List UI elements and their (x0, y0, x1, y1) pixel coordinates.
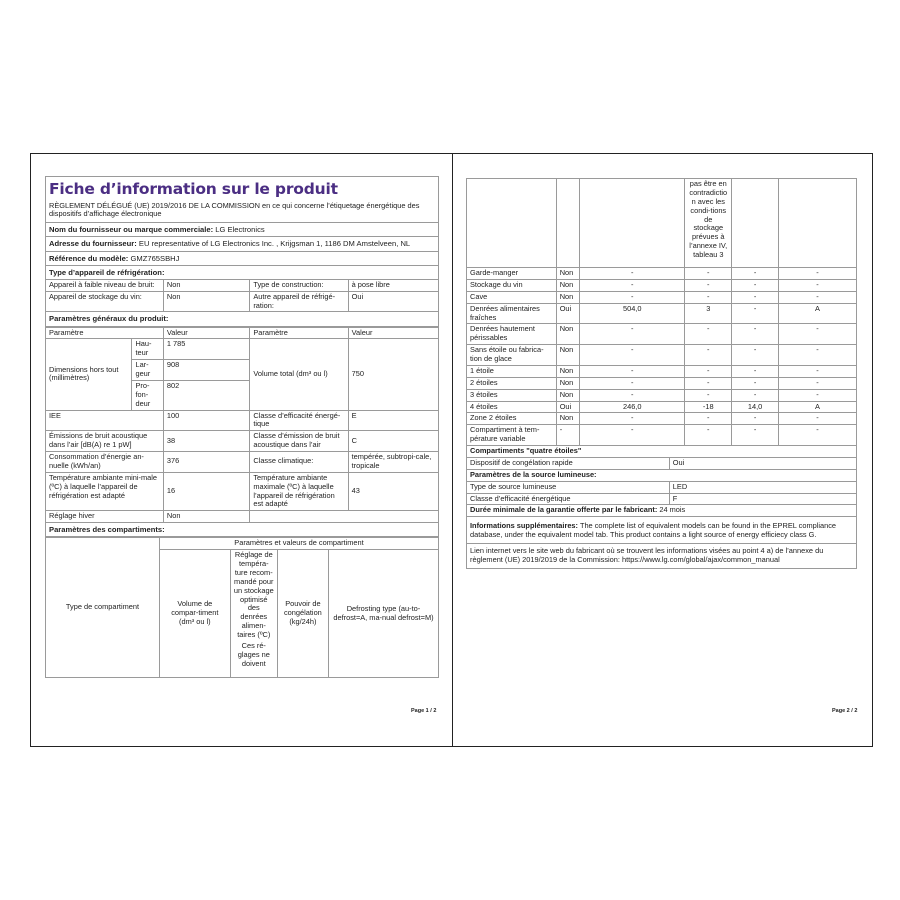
table-row (46, 291, 439, 312)
table-row (46, 431, 439, 452)
noise-value: 38 (163, 431, 249, 452)
climate-value: tempérée, subtropi-cale, tropicale (348, 452, 438, 473)
dims-label: Dimensions hors tout (millimètres) (46, 339, 132, 410)
low-noise-value: Non (163, 279, 249, 291)
compartment-present: Non (556, 268, 579, 280)
appliance-type-table (45, 279, 439, 313)
comp-defrost-header: Defrosting type (au-to-defrost=A, ma-nual defrost=M) (328, 550, 438, 678)
compartment-freeze: - (732, 345, 779, 366)
additional-label: Informations supplémentaires: (470, 521, 579, 531)
noise-class-value: C (348, 431, 438, 452)
compartment-present: - (556, 425, 579, 446)
compartment-defrost: - (778, 377, 856, 389)
empty-cell (556, 179, 579, 268)
fast-freeze-label: Dispositif de congélation rapide (467, 457, 670, 469)
table-row (467, 279, 857, 291)
compartment-freeze: - (732, 291, 779, 303)
light-class-value: F (669, 493, 856, 505)
compartment-present: Non (556, 413, 579, 425)
compartment-name: Denrées alimentaires fraîches (467, 303, 557, 324)
light-type-label: Type de source lumineuse (467, 481, 670, 493)
iee-value: 100 (163, 410, 249, 431)
compartment-defrost: - (778, 413, 856, 425)
additional-value: The complete list of equivalent models can be found in the EPREL compliance database, under the equivalent model tab. This product contains a light source of energy efficiecy class G. (470, 521, 837, 540)
compartment-setting: - (685, 324, 732, 345)
address-label: Adresse du fournisseur: (49, 239, 137, 249)
col-param: Paramètre (46, 327, 164, 339)
max-temp-value: 43 (348, 472, 438, 511)
compartment-setting: 3 (685, 303, 732, 324)
compartment-volume: - (580, 324, 685, 345)
page-number-2: Page 2 / 2 (832, 708, 858, 714)
compartment-volume: - (580, 389, 685, 401)
noise-class-label: Classe d’émission de bruit acoustique dans l’air (250, 431, 348, 452)
compartment-name: Cave (467, 291, 557, 303)
table-row (46, 339, 439, 360)
depth-label: Pro-fon-deur (132, 380, 163, 410)
width-label: Lar-geur (132, 360, 163, 381)
compartment-present: Oui (556, 401, 579, 413)
compartment-defrost: - (778, 389, 856, 401)
table-row (467, 389, 857, 401)
comp-setting-note: Ces ré-glages ne doivent (237, 640, 270, 668)
fast-freeze-value: Oui (669, 457, 856, 469)
table-row (467, 544, 857, 569)
comp-setting-header: Réglage de tempéra-ture recom-mandé pour un stockage optimisé des denrées alimen-taires (ºC) (233, 550, 274, 639)
compartment-defrost: - (778, 425, 856, 446)
compartment-name: 4 étoiles (467, 401, 557, 413)
min-temp-label: Température ambiante mini-male (ºC) à laquelle l’appareil de réfrigération est adapté (46, 472, 164, 511)
table-row (46, 538, 439, 550)
col-value2: Valeur (348, 327, 438, 339)
table-row (46, 511, 439, 523)
regulation-intro: RÈGLEMENT DÉLÉGUÉ (UE) 2019/2016 DE LA COMMISSION en ce qui concerne l’étiquetage énergétique des dispositifs d’affichage électronique (49, 200, 420, 219)
height-label: Hau-teur (132, 339, 163, 360)
compartment-name: Sans étoile ou fabrica-tion de glace (467, 345, 557, 366)
website-text: Lien internet vers le site web du fabricant où se trouvent les informations visées au point 4 a) de l’annexe du règlement (UE) 2019/2019 de la Commission: (470, 546, 824, 564)
compartment-freeze: - (732, 268, 779, 280)
comp-setting-cell (230, 550, 277, 678)
table-row (467, 481, 857, 493)
col-value: Valeur (163, 327, 249, 339)
table-row (467, 179, 857, 268)
comp-volume-header: Volume de compar-timent (dm³ ou l) (159, 550, 230, 678)
col-param2: Paramètre (250, 327, 348, 339)
compartment-present: Non (556, 365, 579, 377)
compartment-setting: -18 (685, 401, 732, 413)
light-type-value: LED (669, 481, 856, 493)
low-noise-label: Appareil à faible niveau de bruit: (46, 279, 164, 291)
address-value: EU representative of LG Electronics Inc. , Krijgsman 1, 1186 DM Amstelveen, NL (138, 239, 411, 249)
compartment-defrost: A (778, 303, 856, 324)
compartment-setting: - (685, 389, 732, 401)
compartment-volume: 246,0 (580, 401, 685, 413)
compartment-volume: - (580, 377, 685, 389)
table-row (467, 401, 857, 413)
compartment-freeze: - (732, 425, 779, 446)
empty-cell (732, 179, 779, 268)
winter-label: Réglage hiver (46, 511, 164, 523)
compartment-defrost: - (778, 268, 856, 280)
table-row (467, 457, 857, 469)
compartment-defrost: - (778, 365, 856, 377)
table-row (467, 365, 857, 377)
warranty-row (467, 505, 857, 517)
model-value: GMZ765SBHJ (130, 253, 180, 263)
efficiency-value: E (348, 410, 438, 431)
compartment-present: Non (556, 377, 579, 389)
empty-cell (467, 179, 557, 268)
table-row (467, 493, 857, 505)
compartment-setting: - (685, 345, 732, 366)
compartment-setting: - (685, 291, 732, 303)
page-1 (45, 176, 439, 678)
table-row (467, 291, 857, 303)
compartment-volume: - (580, 413, 685, 425)
compartment-volume: - (580, 365, 685, 377)
construction-value: à pose libre (348, 279, 438, 291)
appliance-type-header: Type d’appareil de réfrigération: (46, 265, 438, 279)
empty-cell (250, 511, 439, 523)
table-row (467, 377, 857, 389)
volume-label: Volume total (dm³ ou l) (250, 339, 348, 410)
compartment-present: Non (556, 345, 579, 366)
compartment-name: Denrées hautement périssables (467, 324, 557, 345)
comp-type-header: Type de compartiment (46, 538, 160, 678)
compartment-volume: - (580, 425, 685, 446)
width-value: 908 (163, 360, 249, 381)
table-row (467, 413, 857, 425)
max-temp-label: Température ambiante maximale (ºC) à laquelle l’appareil de réfrigération est adapté (250, 472, 348, 511)
table-row (46, 410, 439, 431)
construction-label: Type de construction: (250, 279, 348, 291)
compartment-defrost: - (778, 279, 856, 291)
compartment-name: Compartiment à tem-pérature variable (467, 425, 557, 446)
empty-cell (580, 179, 685, 268)
compartment-freeze: - (732, 413, 779, 425)
wine-label: Appareil de stockage du vin: (46, 291, 164, 312)
compartment-defrost: - (778, 291, 856, 303)
table-row (46, 452, 439, 473)
other-value: Oui (348, 291, 438, 312)
compartment-freeze: - (732, 365, 779, 377)
warranty-value: 24 mois (659, 505, 686, 515)
compartment-freeze: - (732, 377, 779, 389)
noise-label: Émissions de bruit acoustique dans l’air [dB(A) re 1 pW] (46, 431, 164, 452)
compartment-setting: - (685, 425, 732, 446)
empty-cell (778, 179, 856, 268)
light-table (466, 445, 857, 569)
table-row (467, 517, 857, 544)
compartment-name: Stockage du vin (467, 279, 557, 291)
table-row (467, 469, 857, 481)
website-info (467, 544, 857, 569)
compartment-setting: - (685, 413, 732, 425)
compartment-volume: 504,0 (580, 303, 685, 324)
table-header-row (46, 327, 439, 339)
compartment-present: Non (556, 279, 579, 291)
warranty-label: Durée minimale de la garantie offerte par le fabricant: (470, 505, 658, 515)
consumption-value: 376 (163, 452, 249, 473)
page-divider (452, 153, 453, 747)
compartment-freeze: 14,0 (732, 401, 779, 413)
website-url[interactable]: https://www.lg.com/global/ajax/common_manual (622, 554, 780, 564)
volume-value: 750 (348, 339, 438, 410)
min-temp-value: 16 (163, 472, 249, 511)
climate-label: Classe climatique: (250, 452, 348, 473)
compartments-header: Paramètres des compartiments: (45, 523, 439, 537)
efficiency-label: Classe d’efficacité énergé-tique (250, 410, 348, 431)
compartment-present: Non (556, 291, 579, 303)
model-label: Référence du modèle: (49, 253, 129, 263)
compartment-present: Non (556, 389, 579, 401)
page-2 (466, 178, 857, 569)
general-params-header: Paramètres généraux du produit: (45, 312, 439, 326)
compartment-freeze: - (732, 389, 779, 401)
other-label: Autre appareil de réfrigé-ration: (250, 291, 348, 312)
compartment-setting: - (685, 268, 732, 280)
table-row (46, 472, 439, 511)
table-row (46, 279, 439, 291)
compartment-freeze: - (732, 279, 779, 291)
page-title: Fiche d’information sur le produit (49, 180, 338, 198)
winter-value: Non (163, 511, 249, 523)
compartment-volume: - (580, 291, 685, 303)
compartment-defrost: - (778, 345, 856, 366)
wine-value: Non (163, 291, 249, 312)
height-value: 1 785 (163, 339, 249, 360)
compartment-name: 2 étoiles (467, 377, 557, 389)
compartment-name: Zone 2 étoiles (467, 413, 557, 425)
compartment-defrost: - (778, 324, 856, 345)
table-row (467, 345, 857, 366)
depth-value: 802 (163, 380, 249, 410)
compartment-volume: - (580, 279, 685, 291)
compartment-freeze: - (732, 324, 779, 345)
compartment-setting: - (685, 377, 732, 389)
compartments-table (466, 178, 857, 446)
compartment-name: 3 étoiles (467, 389, 557, 401)
compartment-setting: - (685, 365, 732, 377)
supplier-label: Nom du fournisseur ou marque commerciale: (49, 225, 214, 235)
address-row (46, 236, 438, 250)
page-number-1: Page 1 / 2 (411, 708, 437, 714)
comp-params-header: Paramètres et valeurs de compartiment (159, 538, 438, 550)
table-row (467, 324, 857, 345)
compartment-name: 1 étoile (467, 365, 557, 377)
consumption-label: Consommation d’énergie an-nuelle (kWh/an) (46, 452, 164, 473)
table-row (467, 268, 857, 280)
compartments-header-table (45, 537, 439, 678)
compartment-freeze: - (732, 303, 779, 324)
supplier-row (46, 222, 438, 236)
light-class-label: Classe d’efficacité énergétique (467, 493, 670, 505)
supplier-value: LG Electronics (215, 225, 265, 235)
table-row (467, 505, 857, 517)
four-star-header: Compartiments "quatre étoiles" (467, 446, 857, 458)
continued-note: pas être en contradiction avec les condi-tions de stockage prévues à l’annexe IV, tableau 3 (685, 179, 732, 268)
compartment-present: Oui (556, 303, 579, 324)
table-row (467, 303, 857, 324)
compartment-setting: - (685, 279, 732, 291)
comp-freeze-header: Pouvoir de congélation (kg/24h) (277, 550, 328, 678)
compartment-volume: - (580, 345, 685, 366)
compartment-name: Garde-manger (467, 268, 557, 280)
model-row (46, 251, 438, 265)
table-row (467, 446, 857, 458)
light-header: Paramètres de la source lumineuse: (467, 469, 857, 481)
iee-label: IEE (46, 410, 164, 431)
compartment-volume: - (580, 268, 685, 280)
additional-info (467, 517, 857, 544)
product-info-box (45, 176, 439, 280)
compartment-defrost: A (778, 401, 856, 413)
compartment-present: Non (556, 324, 579, 345)
general-params-table (45, 327, 439, 524)
table-row (467, 425, 857, 446)
